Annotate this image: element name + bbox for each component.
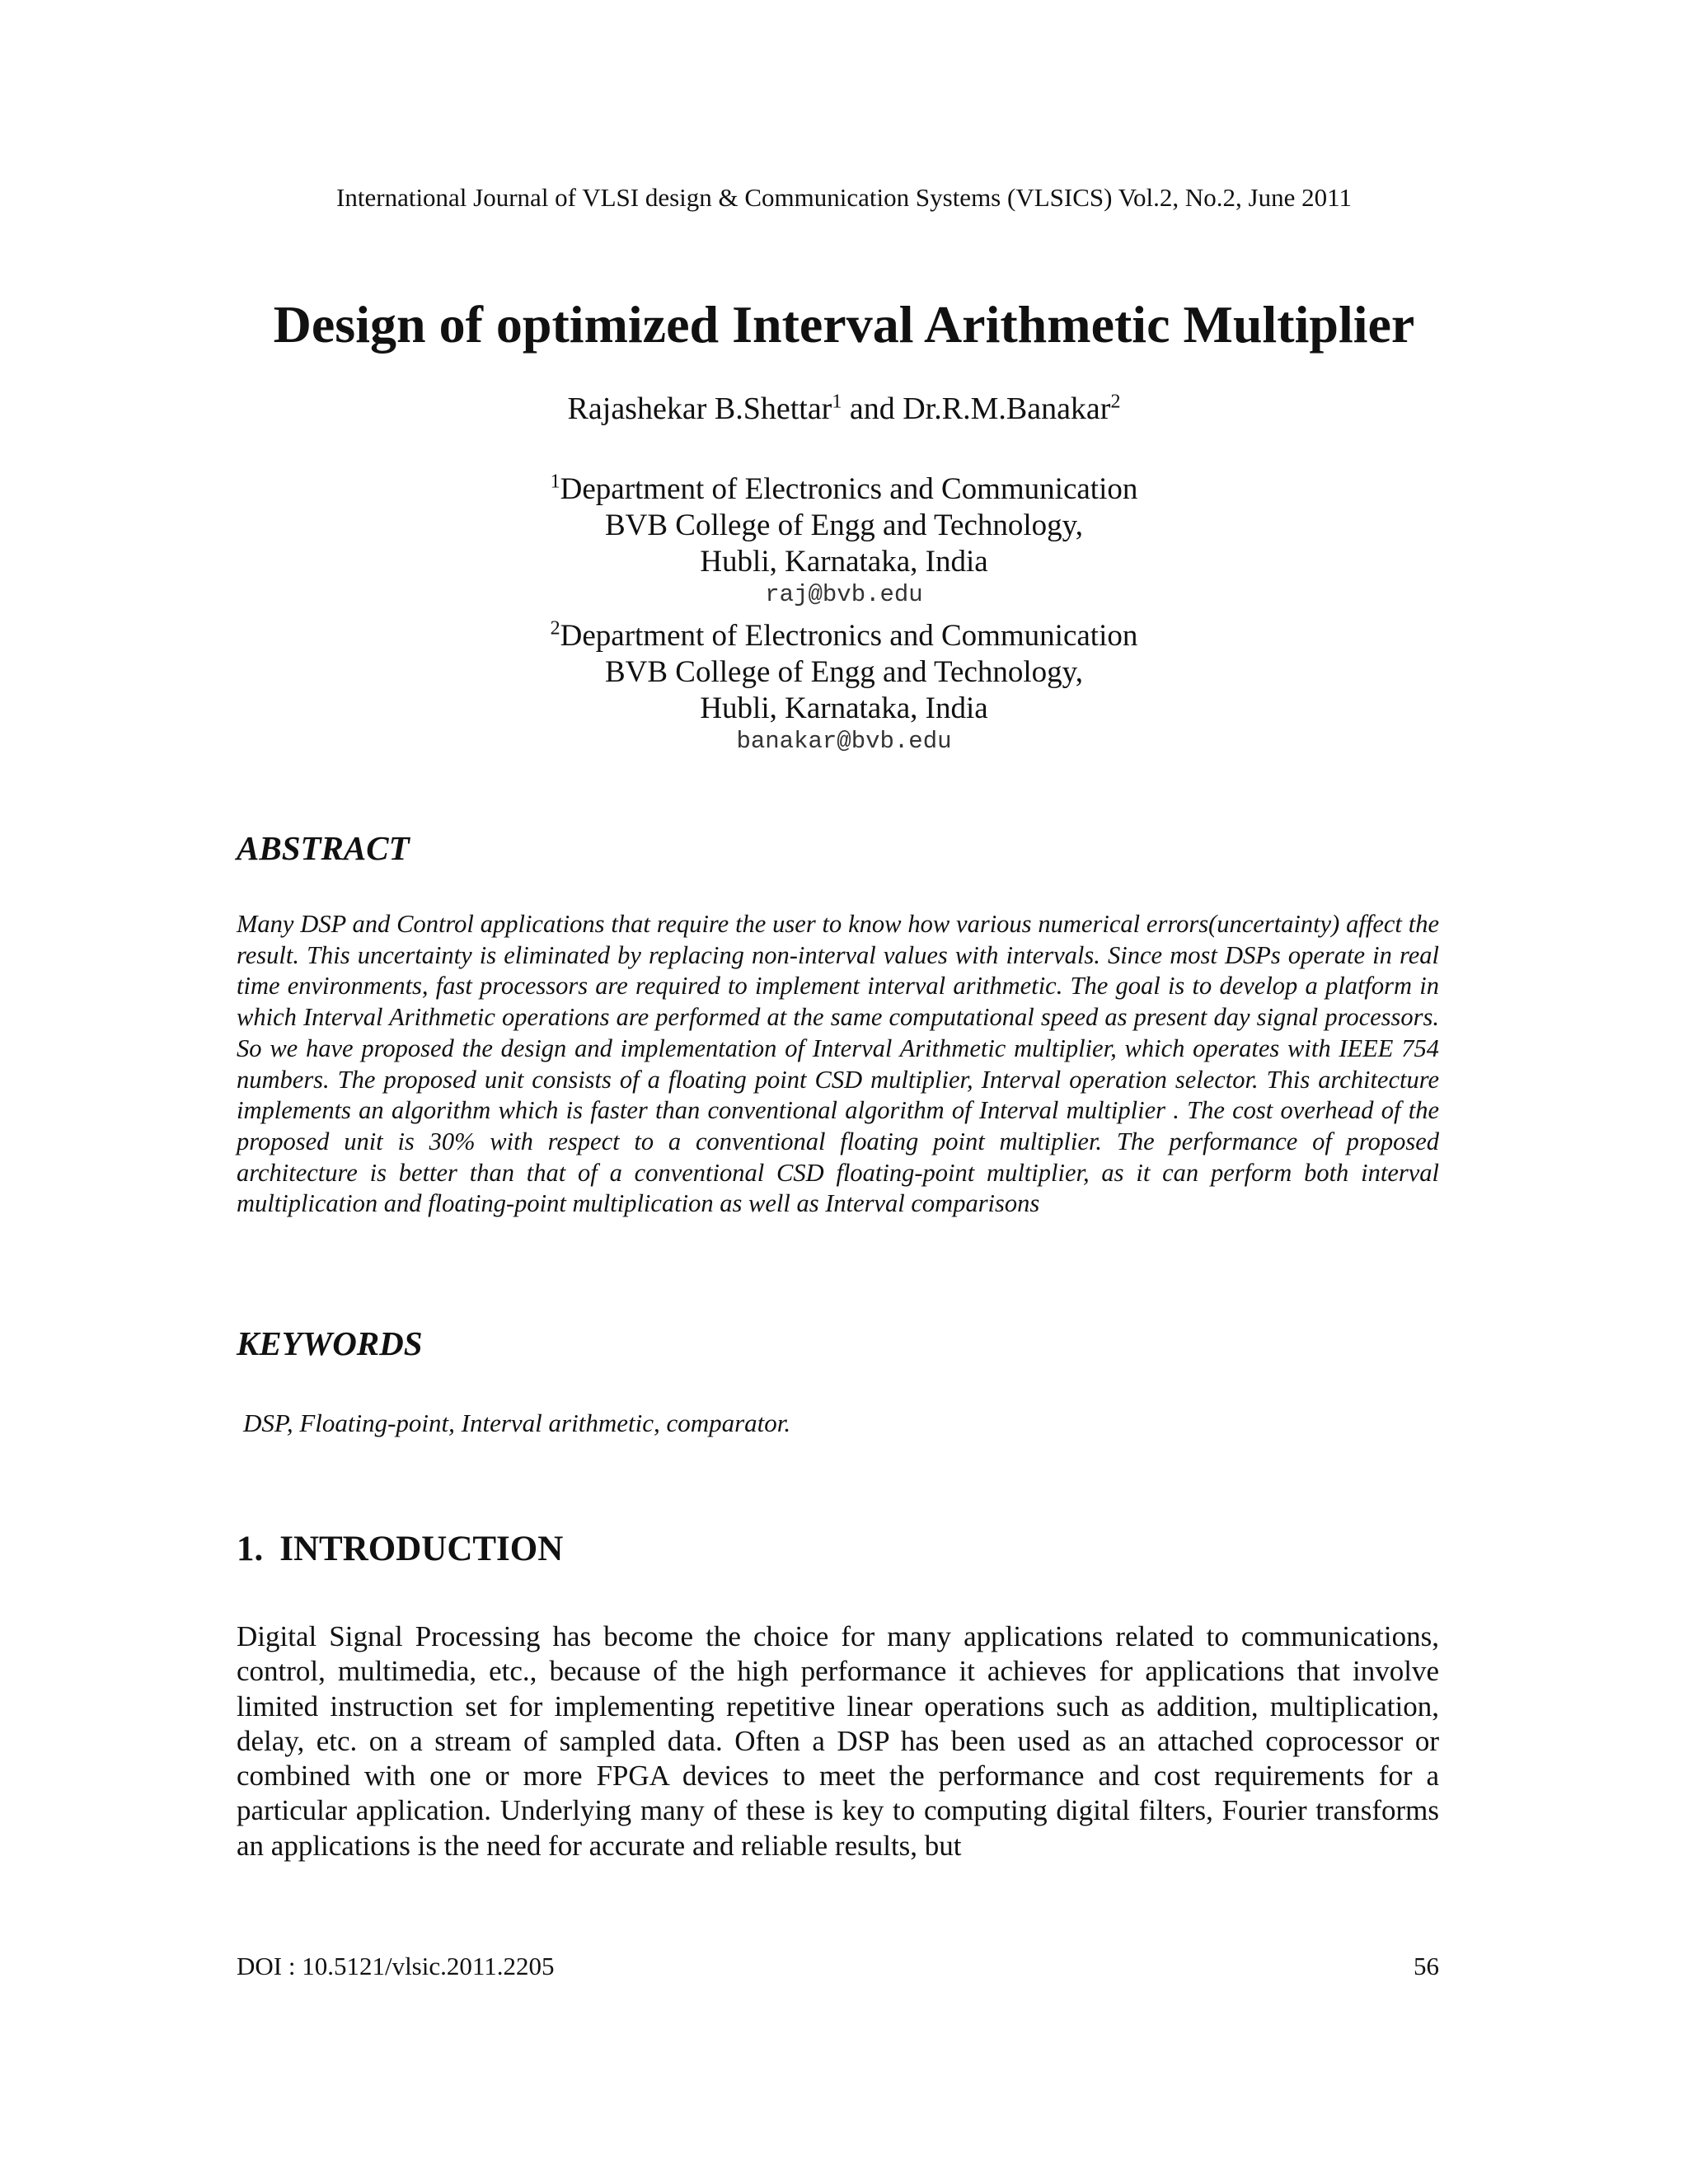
affiliation-2-department-text: Department of Electronics and Communication (560, 619, 1138, 653)
affiliation-2-college: BVB College of Engg and Technology, (604, 655, 1084, 689)
author-conjunction: and (842, 391, 903, 426)
affiliation-1-college: BVB College of Engg and Technology, (604, 509, 1084, 542)
author-1-affiliation-marker: 1 (832, 391, 842, 413)
paper-title: Design of optimized Interval Arithmetic Multiplier (273, 295, 1415, 354)
abstract-text: Many DSP and Control applications that require the user to know how various numerical errors(uncertainty) affect the result. This uncertainty is eliminated by replacing non-interval values with intervals. Since most DSPs operate in real time environments, fast processors are required to implement interval arithmetic. The goal is to develop a platform in which Interval Arithmetic operations are performed at the same computational speed as present day signal processors. So we have proposed the design and implementation of Interval Arithmetic multiplier, which operates with IEEE 754 numbers. The proposed unit consists of a floating point CSD multiplier, Interval operation selector. This architecture implements an algorithm which is faster than conventional algorithm of Interval multiplier . The cost overhead of the proposed unit is 30% with respect to a conventional floating point multiplier. The performance of proposed architecture is better than that of a conventional CSD floating-point multiplier, as it can perform both interval multiplication and floating-point multiplication as well as Interval comparisons (237, 910, 1439, 1218)
author-2-affiliation-marker: 2 (1110, 391, 1121, 413)
affiliation-1 (0, 471, 1688, 610)
page-number: 56 (1414, 1952, 1439, 1980)
author-1-name: Rajashekar B.Shettar (567, 391, 832, 426)
footer-doi: DOI : 10.5121/vlsic.2011.2205 (237, 1952, 555, 1980)
keywords-heading: KEYWORDS (237, 1324, 423, 1362)
running-header: International Journal of VLSI design & Communication Systems (VLSICS) Vol.2, No.2, June 2011 (336, 183, 1352, 212)
affiliation-1-email: raj@bvb.edu (765, 581, 923, 608)
affiliation-1-location: Hubli, Karnataka, India (700, 545, 988, 579)
author-2-name: Dr.R.M.Banakar (903, 391, 1111, 426)
affiliation-2-department (0, 618, 1688, 654)
affiliation-1-department-text: Department of Electronics and Communication (560, 472, 1138, 506)
author-line (0, 391, 1688, 427)
affiliation-1-department (0, 471, 1688, 508)
affiliation-2-marker: 2 (550, 617, 560, 640)
introduction-heading (237, 1529, 563, 1569)
abstract-heading: ABSTRACT (237, 829, 410, 867)
affiliation-2 (0, 618, 1688, 757)
keywords-text: DSP, Floating-point, Interval arithmetic, comparator. (243, 1408, 791, 1437)
introduction-section-number: 1. (237, 1530, 264, 1568)
introduction-heading-text: INTRODUCTION (279, 1530, 564, 1568)
affiliation-2-location: Hubli, Karnataka, India (700, 691, 988, 725)
affiliation-2-email: banakar@bvb.edu (736, 728, 952, 755)
affiliation-1-marker: 1 (550, 471, 560, 493)
introduction-text: Digital Signal Processing has become the choice for many applications related to communications, control, multimedia, etc., because of the high performance it achieves for applications that involve limited instruction set for implementing repetitive linear operations such as addition, multiplication, delay, etc. on a stream of sampled data. Often a DSP has been used as an attached coprocessor or combined with one or more FPGA devices to meet the performance and cost requirements for a particular application. Underlying many of these is key to computing digital filters, Fourier transforms an applications is the need for accurate and reliable results, but (237, 1620, 1439, 1862)
